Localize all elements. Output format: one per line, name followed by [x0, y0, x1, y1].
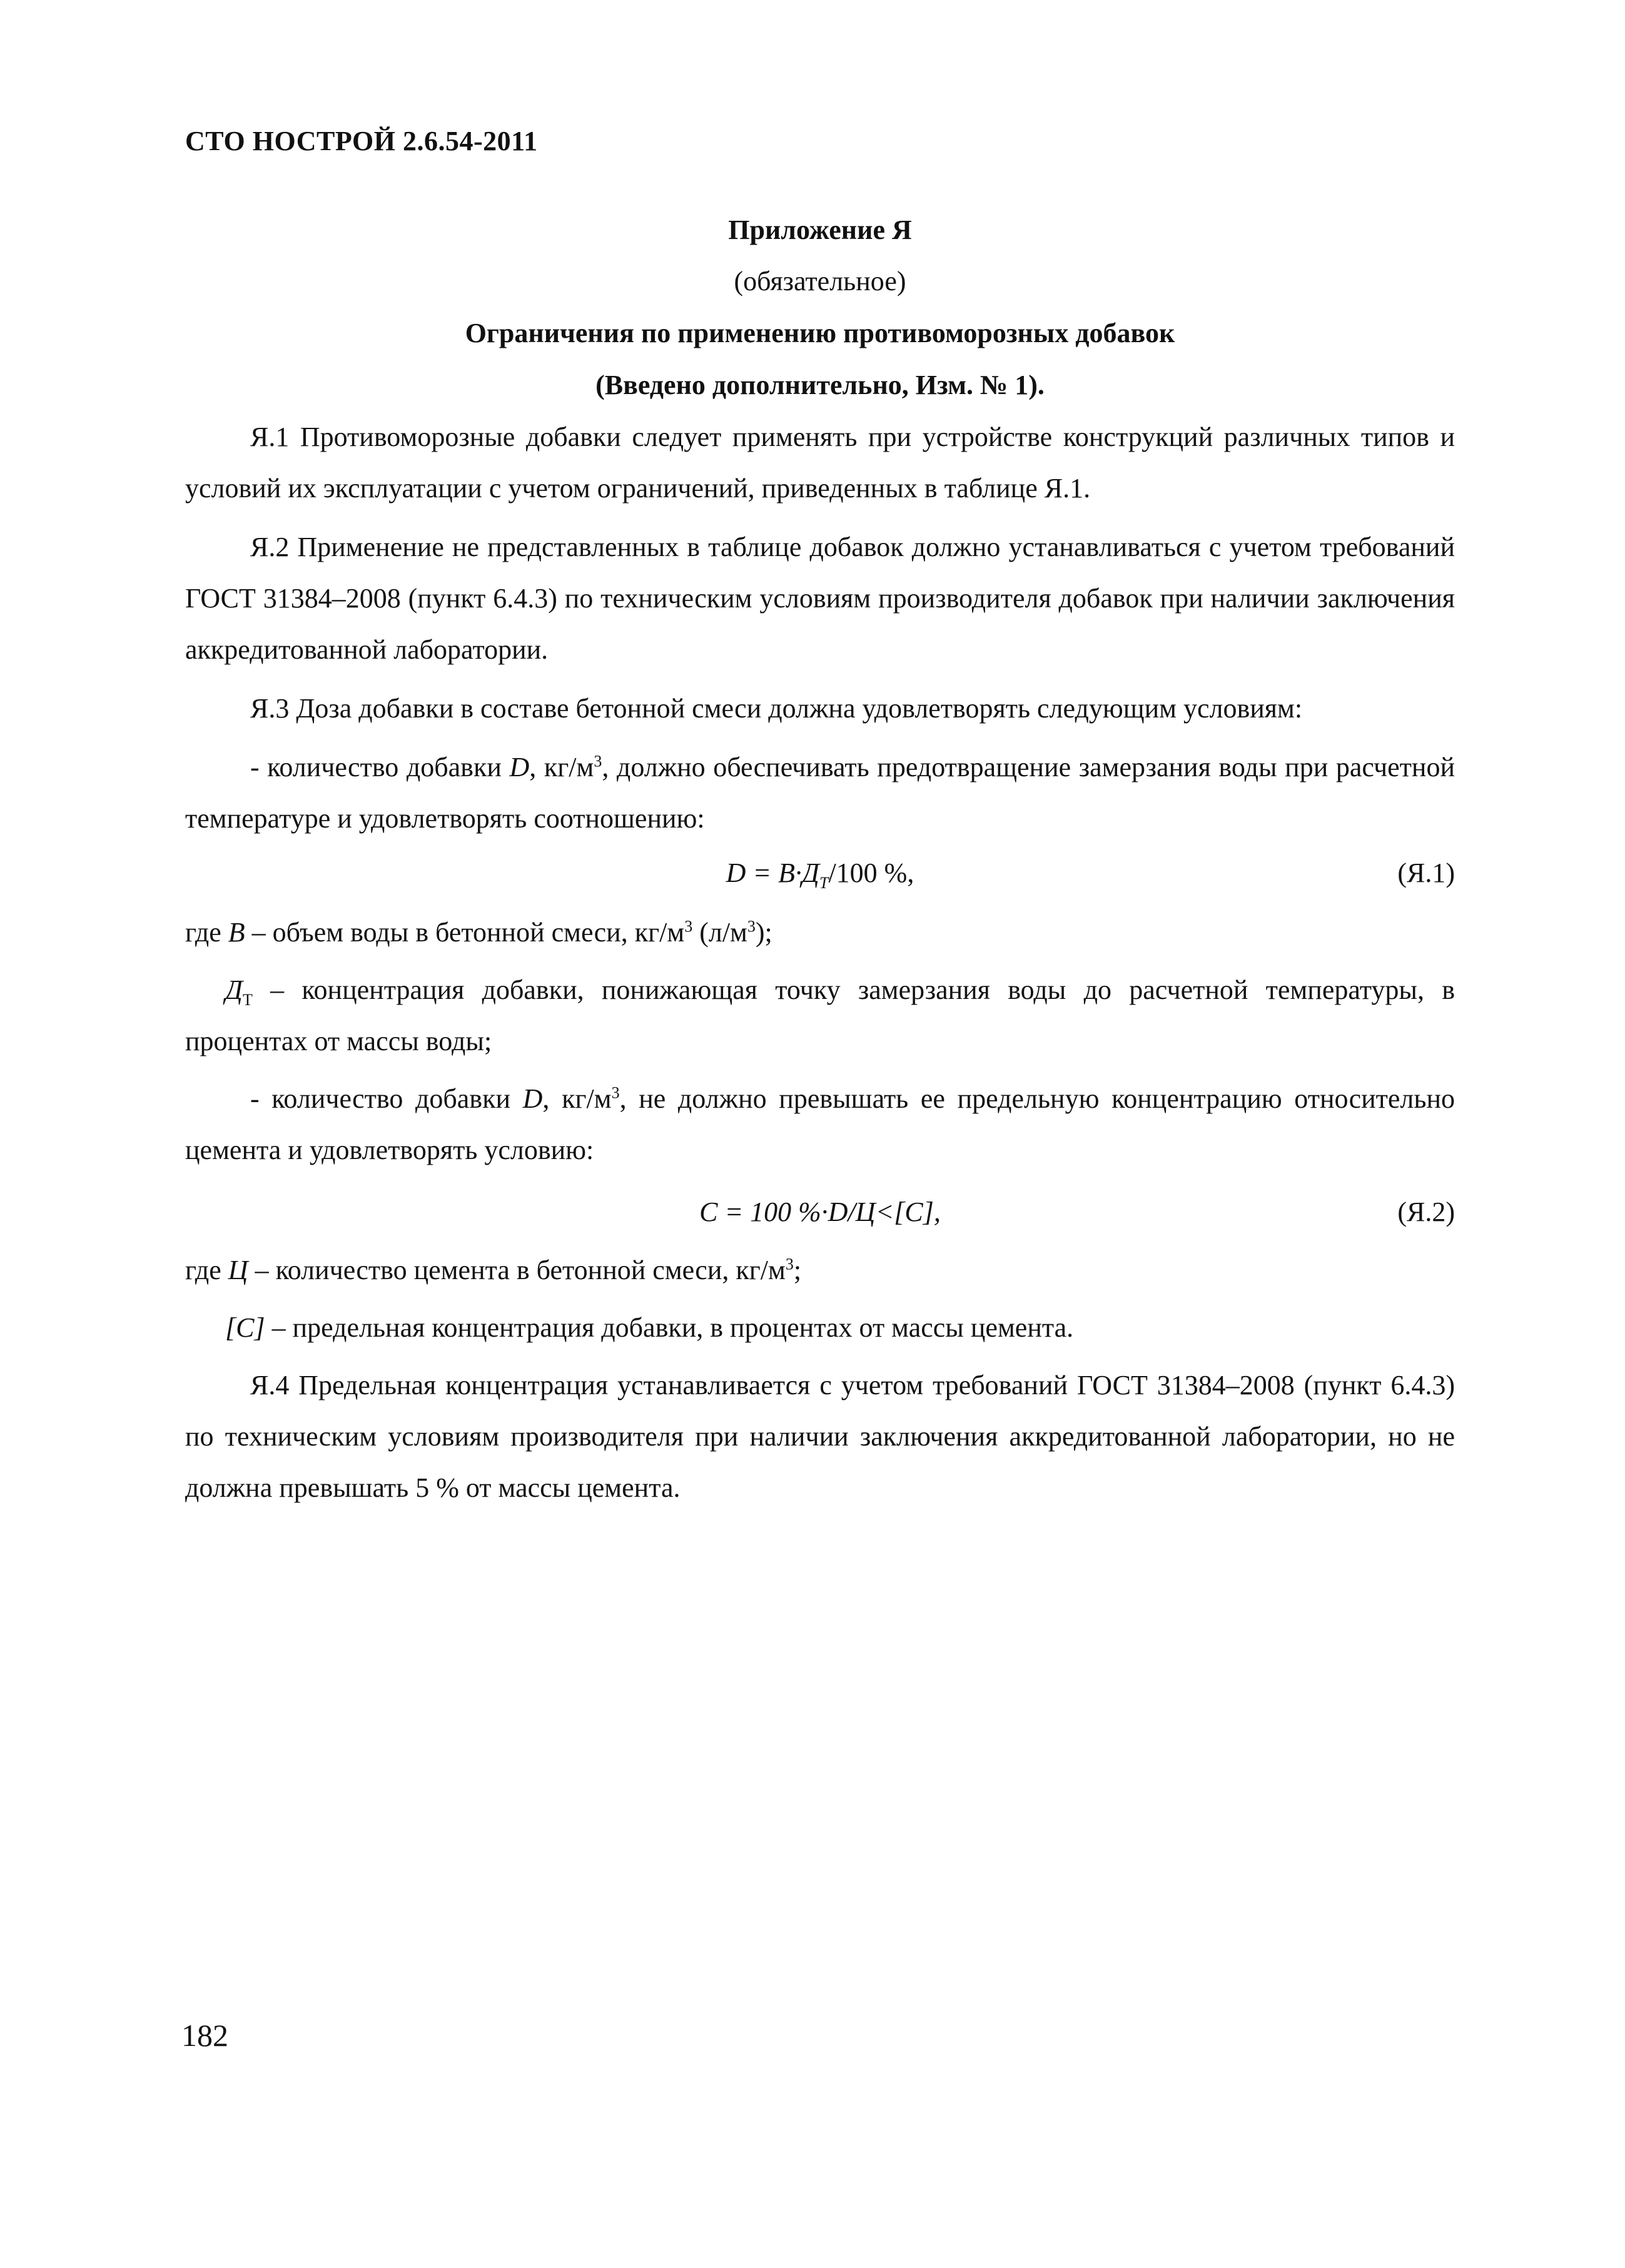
- formula-ya1-number: (Я.1): [1397, 858, 1455, 888]
- body-block-2: [185, 907, 1455, 1176]
- appendix-title: Приложение Я: [728, 215, 912, 245]
- paragraph-dose-condition-1: [185, 742, 1455, 844]
- variable-d: D: [509, 752, 530, 782]
- variable-c-limit: [C]: [225, 1312, 265, 1343]
- definition-dt: $Д_Т$ – концентрация добавки, понижающая точку замерзания воды до расчетной температуры, в процентах от массы воды;: [185, 975, 1455, 1056]
- paragraph-dose-condition-2: - количество добавки D, $кг/м^3$, не должно превышать ее предельную концентрацию относительно цемента и удовлетворять условию:: [185, 1083, 1455, 1165]
- variable-b: B: [228, 917, 245, 948]
- formula-ya1-expression: $D = B\cdot Д_Т/100$ %,: [726, 858, 914, 892]
- formula-ya1: [185, 848, 1455, 899]
- variable-d: D: [522, 1083, 543, 1114]
- standard-code-header: СТО НОСТРОЙ 2.6.54-2011: [185, 126, 538, 156]
- superscript-3: 3: [594, 752, 602, 771]
- formula-ya2-expression: C = 100 %·D/Ц<[C],: [699, 1197, 941, 1227]
- paragraph-ya2: Я.2 Применение не представленных в таблице добавок должно устанавливаться с учетом требований ГОСТ 31384–2008 (пункт 6.4.3) по техническим условиям производителя добавок при наличии заключения аккредитованной лаборатории.: [185, 532, 1455, 665]
- subscript-t: Т: [819, 873, 829, 892]
- page-number: 182: [181, 2018, 228, 2053]
- paragraph-ya1: Я.1 Противоморозные добавки следует применять при устройстве конструкций различных типов и условий их эксплуатации с учетом ограничений, приведенных в таблице Я.1.: [185, 422, 1455, 504]
- variable-ts: Ц: [228, 1255, 248, 1285]
- text-fragment: , должно обеспечивать предотвращение замерзания воды при расчетной температуре и удовлетворять соотношению:: [185, 752, 1455, 834]
- body-block-3: [185, 1245, 1455, 1514]
- definition-c-limit: [C] – предельная концентрация добавки, в процентах от массы цемента.: [225, 1312, 1074, 1343]
- formula-ya2: [185, 1187, 1455, 1238]
- paragraph-ya4: Я.4 Предельная концентрация устанавливается с учетом требований ГОСТ 31384–2008 (пункт 6.4.3) по техническим условиям производителя при наличии заключения аккредитованной лаборатории, но не должна превышать 5 % от массы цемента.: [185, 1370, 1455, 1503]
- definition-c-cement: где Ц – количество цемента в бетонной смеси, $кг/м^3$;: [185, 1255, 802, 1285]
- text-fragment: , кг/м: [529, 752, 594, 782]
- variable-dt: Д: [225, 975, 243, 1005]
- definition-b: где B – объем воды в бетонной смеси, $кг/м^3$ $(л/м^3)$;: [185, 917, 772, 948]
- appendix-amendment: (Введено дополнительно, Изм. № 1).: [595, 370, 1045, 400]
- appendix-status: (обязательное): [734, 266, 906, 296]
- paragraph-ya3: Я.3 Доза добавки в составе бетонной смеси должна удовлетворять следующим условиям:: [250, 693, 1303, 724]
- appendix-subject: Ограничения по применению противоморозных добавок: [465, 318, 1175, 348]
- body-block-1: [185, 412, 1455, 844]
- formula-ya2-number: (Я.2): [1397, 1197, 1455, 1227]
- text-fragment: - количество добавки: [250, 752, 502, 782]
